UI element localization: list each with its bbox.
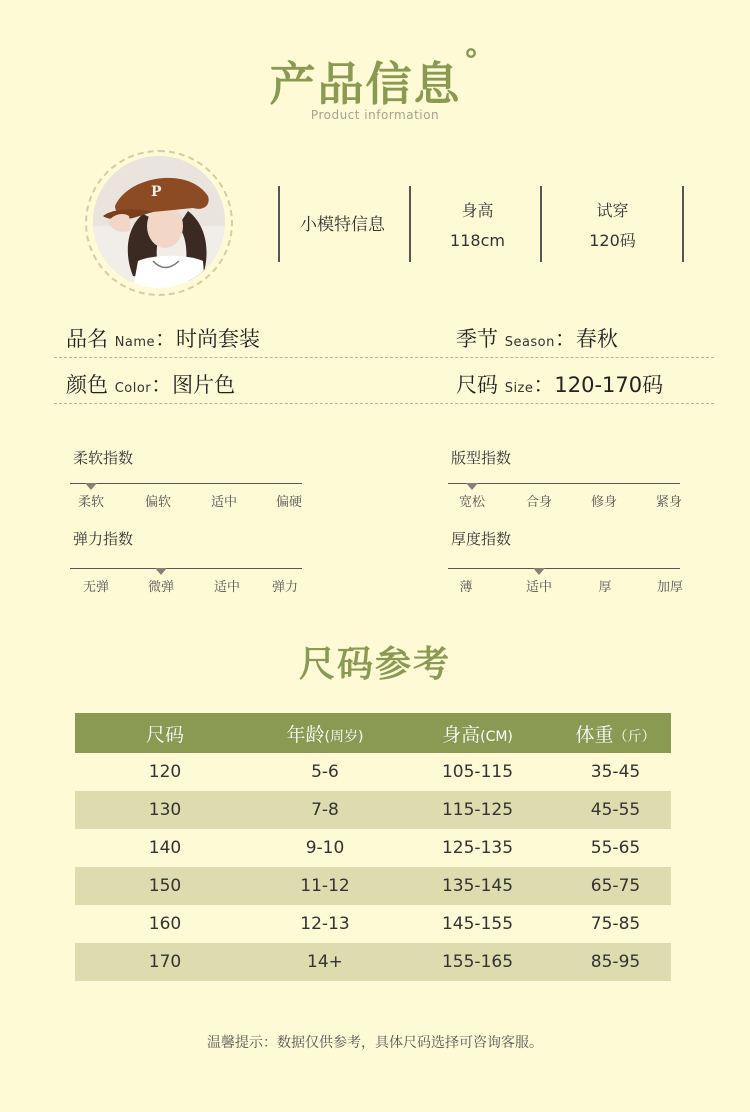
divider	[682, 186, 684, 262]
scale-label: 宽松	[458, 495, 486, 510]
softness-scale	[70, 483, 302, 513]
softness-index-title: 柔软指数	[73, 449, 134, 467]
table-cell: 170	[75, 943, 255, 981]
svg-text:P: P	[151, 184, 162, 200]
spec-name: 品名 Name：时尚套装	[66, 327, 261, 351]
size-table	[75, 713, 671, 981]
spec-season: 季节 Season：春秋	[456, 327, 618, 351]
scale-label: 微弹	[147, 580, 175, 595]
scale-line	[70, 568, 302, 569]
height-value: 118cm	[450, 231, 505, 250]
thickness-scale	[448, 568, 684, 598]
scale-marker	[85, 483, 97, 490]
scale-marker	[466, 483, 478, 490]
page-subtitle: Product information	[310, 108, 440, 122]
table-cell: 35-45	[590, 762, 641, 782]
scale-label: 适中	[213, 580, 241, 595]
table-cell: 135-145	[395, 867, 560, 905]
scale-label: 弹力	[271, 580, 299, 595]
thickness-index-title: 厚度指数	[451, 530, 512, 548]
page-title: 产品信息°	[269, 44, 481, 111]
table-row	[75, 753, 671, 791]
table-row	[75, 829, 671, 867]
elasticity-scale	[70, 568, 302, 598]
divider	[409, 186, 411, 262]
table-cell: 5-6	[311, 762, 339, 782]
size-table-header	[75, 713, 671, 753]
table-cell: 155-165	[395, 943, 560, 981]
table-cell: 85-95	[560, 943, 671, 981]
scale-label: 薄	[459, 580, 473, 595]
header-weight: 体重（斤）	[560, 713, 671, 753]
table-cell: 105-115	[441, 762, 514, 782]
table-row	[75, 905, 671, 943]
scale-label: 合身	[525, 495, 553, 510]
header-height: 身高(CM)	[395, 713, 560, 753]
scale-label: 适中	[525, 580, 553, 595]
elasticity-index-title: 弹力指数	[73, 530, 134, 548]
fit-index-title: 版型指数	[451, 449, 512, 467]
table-cell: 9-10	[305, 838, 345, 858]
degree-mark: °	[463, 44, 481, 79]
table-cell: 12-13	[300, 914, 350, 934]
header-size: 尺码	[75, 713, 255, 753]
table-cell: 11-12	[255, 867, 395, 905]
scale-line	[448, 568, 680, 569]
table-cell: 125-135	[441, 838, 514, 858]
scale-label: 无弹	[82, 580, 110, 595]
fit-scale	[448, 483, 683, 513]
spec-row	[54, 313, 714, 358]
table-cell: 130	[75, 791, 255, 829]
model-height	[430, 196, 525, 256]
scale-marker	[155, 568, 167, 575]
table-cell: 45-55	[560, 791, 671, 829]
table-row	[75, 867, 671, 905]
divider	[540, 186, 542, 262]
scale-line	[70, 483, 302, 484]
table-cell: 120	[148, 762, 182, 782]
spec-row	[54, 359, 714, 404]
scale-label: 偏软	[144, 495, 172, 510]
header-age: 年龄(周岁)	[255, 713, 395, 753]
scale-marker	[533, 568, 545, 575]
table-cell: 160	[148, 914, 182, 934]
table-cell: 75-85	[590, 914, 641, 934]
scale-line	[448, 483, 680, 484]
height-label: 身高	[461, 201, 494, 220]
table-row	[75, 943, 671, 981]
table-cell: 150	[75, 867, 255, 905]
scale-label: 修身	[590, 495, 618, 510]
scale-label: 厚	[598, 580, 612, 595]
table-cell: 140	[148, 838, 182, 858]
spec-color: 颜色 Color：图片色	[66, 373, 236, 397]
scale-label: 紧身	[655, 495, 683, 510]
table-row	[75, 791, 671, 829]
model-avatar	[93, 156, 225, 288]
model-info-label: 小模特信息	[300, 215, 385, 235]
scale-label: 加厚	[656, 580, 684, 595]
tryon-label: 试穿	[596, 201, 629, 220]
table-cell: 65-75	[560, 867, 671, 905]
model-tryon	[565, 196, 660, 256]
divider	[278, 186, 280, 262]
table-cell: 115-125	[395, 791, 560, 829]
table-cell: 55-65	[590, 838, 641, 858]
tryon-value: 120码	[589, 231, 636, 250]
table-cell: 145-155	[441, 914, 514, 934]
footer-note: 温馨提示：数据仅供参考，具体尺码选择可咨询客服。	[207, 1035, 543, 1051]
scale-label: 适中	[210, 495, 238, 510]
table-cell: 14+	[255, 943, 395, 981]
table-cell: 7-8	[255, 791, 395, 829]
scale-label: 偏硬	[275, 495, 303, 510]
size-chart-title: 尺码参考	[298, 644, 451, 685]
scale-label: 柔软	[77, 495, 105, 510]
spec-size: 尺码 Size：120-170码	[456, 373, 664, 397]
